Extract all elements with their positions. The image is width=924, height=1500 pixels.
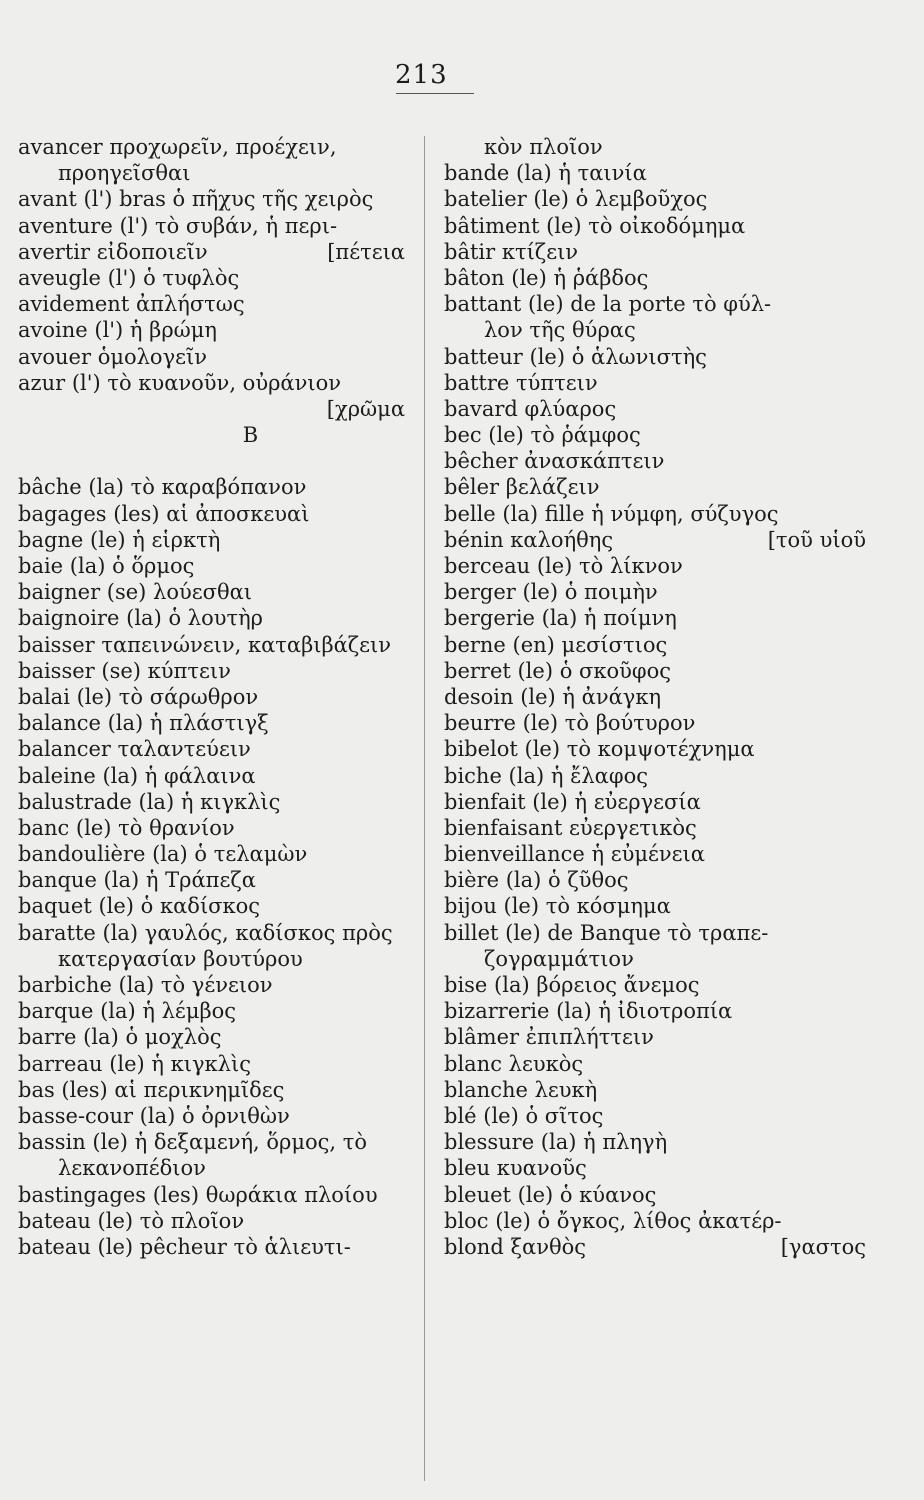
dictionary-entry <box>444 448 884 474</box>
entry-text: [χρῶμα <box>326 396 405 421</box>
dictionary-entry <box>18 1103 423 1129</box>
dictionary-entry <box>444 684 884 710</box>
entry-text: biche (la) ἡ ἔλαφος <box>444 763 648 788</box>
entry-text: balai (le) τὸ σάρωθρον <box>18 684 259 709</box>
entry-text: λεκανοπέδιον <box>58 1156 206 1181</box>
entry-text: bassin (le) ἡ δεξαμενή, ὅρμος, τὸ <box>18 1130 368 1155</box>
entry-text: blanche λευκὴ <box>444 1077 598 1102</box>
entry-text: bâton (le) ἡ ῥάβδος <box>444 265 649 290</box>
dictionary-entry <box>18 1051 423 1077</box>
dictionary-entry <box>444 422 884 448</box>
entry-text: balancer ταλαντεύειν <box>18 737 251 762</box>
entry-text: ζογραμμάτιον <box>484 946 634 971</box>
dictionary-entry <box>18 1234 423 1260</box>
page-number-rule <box>396 93 474 94</box>
entry-text: κατεργασίαν βουτύρου <box>58 946 303 971</box>
dictionary-entry <box>18 632 423 658</box>
dictionary-entry <box>444 1103 884 1129</box>
entry-continuation <box>444 946 884 972</box>
dictionary-entry <box>444 1182 884 1208</box>
entry-text: battant (le) de la porte τὸ φύλ- <box>444 292 772 317</box>
entry-text: baigner (se) λούεσθαι <box>18 580 253 605</box>
column-divider <box>424 136 425 1481</box>
dictionary-entry <box>18 134 423 160</box>
entry-text: bande (la) ἡ ταινία <box>444 161 647 186</box>
entry-text: bas (les) αἱ περικνημῖδες <box>18 1077 285 1102</box>
entry-text: bavard φλύαρος <box>444 396 617 421</box>
dictionary-entry <box>444 1208 884 1234</box>
dictionary-entry <box>444 213 884 239</box>
entry-text: baquet (le) ὁ καδίσκος <box>18 894 261 919</box>
entry-continuation <box>444 317 884 343</box>
entry-text: belle (la) fille ἡ νύμφη, σύζυγος <box>444 501 779 526</box>
entry-text: baie (la) ὁ ὅρμος <box>18 554 195 578</box>
entry-text: baleine (la) ἡ φάλαινα <box>18 763 256 788</box>
dictionary-entry <box>444 553 884 579</box>
entry-text: baisser ταπεινώνειν, καταβιβάζειν <box>18 632 392 657</box>
entry-text: bâche (la) τὸ καραβόπανον <box>18 475 307 500</box>
dictionary-entry <box>444 370 884 396</box>
entry-text: blessure (la) ἡ πληγὴ <box>444 1130 668 1155</box>
dictionary-entry <box>18 763 423 789</box>
entry-text: bienfait (le) ἡ εὐεργεσία <box>444 789 701 814</box>
dictionary-entry <box>444 1024 884 1050</box>
dictionary-entry <box>444 632 884 658</box>
dictionary-entry <box>444 605 884 631</box>
entry-text: berne (en) μεσίστιος <box>444 632 668 657</box>
entry-text: aventure (l') τὸ συβάν, ἡ περι- <box>18 213 338 238</box>
entry-text: barque (la) ἡ λέμβος <box>18 999 237 1024</box>
entry-continuation <box>18 160 423 186</box>
entry-continuation <box>444 134 884 160</box>
left-column <box>18 134 423 1260</box>
dictionary-entry <box>18 1077 423 1103</box>
dictionary-entry <box>444 867 884 893</box>
dictionary-entry <box>444 1051 884 1077</box>
entry-text: berceau (le) τὸ λίκνον <box>444 554 683 578</box>
dictionary-entry <box>444 763 884 789</box>
entry-text: berger (le) ὁ ποιμὴν <box>444 580 658 605</box>
dictionary-entry <box>444 291 884 317</box>
dictionary-entry <box>18 815 423 841</box>
entry-text: bibelot (le) τὸ κομψοτέχνημα <box>444 737 755 762</box>
entry-text: bagages (les) αἱ ἀποσκευαὶ <box>18 501 310 526</box>
entry-text: avant (l') bras ὁ πῆχυς τῆς χειρὸς <box>18 187 374 212</box>
dictionary-entry <box>444 998 884 1024</box>
entry-text: B <box>242 423 259 448</box>
entry-text: basse-cour (la) ὁ ὀρνιθὼν <box>18 1103 290 1128</box>
entry-text: bijou (le) τὸ κόσμημα <box>444 894 671 919</box>
entry-tail: [γαστος <box>780 1234 866 1259</box>
entry-text: baignoire (la) ὁ λουτὴρ <box>18 606 264 631</box>
entry-text: avancer προχωρεῖν, προέχειν, <box>18 135 337 159</box>
dictionary-entry <box>18 736 423 762</box>
entry-text: bizarrerie (la) ἡ ἰδιοτροπία <box>444 999 733 1024</box>
entry-text: barre (la) ὁ μοχλὸς <box>18 1025 222 1050</box>
entry-text: bleu κυανοῦς <box>444 1156 587 1181</box>
entry-text: avoine (l') ἡ βρώμη <box>18 318 218 343</box>
entry-text: bâtir κτίζειν <box>444 239 579 264</box>
dictionary-entry <box>18 265 423 291</box>
dictionary-entry <box>444 736 884 762</box>
entry-text: billet (le) de Banque τὸ τραπε- <box>444 920 769 945</box>
dictionary-entry <box>18 658 423 684</box>
dictionary-entry <box>18 370 423 396</box>
dictionary-entry <box>444 501 884 527</box>
entry-text: bêler βελάζειν <box>444 475 600 500</box>
entry-text: bâtiment (le) τὸ οἰκοδόμημα <box>444 213 746 238</box>
entry-text: bise (la) βόρειος ἄνεμος <box>444 973 700 997</box>
dictionary-entry <box>18 213 423 239</box>
dictionary-entry <box>444 527 884 553</box>
entry-text: desoin (le) ἡ ἀνάγκη <box>444 684 662 709</box>
entry-text: aveugle (l') ὁ τυφλὸς <box>18 265 240 290</box>
entry-text: baisser (se) κύπτειν <box>18 658 231 683</box>
entry-text: bateau (le) τὸ πλοῖον <box>18 1208 245 1233</box>
dictionary-entry <box>444 186 884 212</box>
entry-text: κὸν πλοῖον <box>484 135 603 159</box>
right-column <box>444 134 884 1260</box>
blank-line <box>18 448 423 474</box>
dictionary-entry <box>444 789 884 815</box>
entry-text: bec (le) τὸ ῥάμφος <box>444 423 641 448</box>
dictionary-entry <box>444 1077 884 1103</box>
dictionary-entry <box>444 815 884 841</box>
entry-text: azur (l') τὸ κυανοῦν, οὐράνιον <box>18 370 342 395</box>
dictionary-entry <box>444 1234 884 1260</box>
entry-text: bateau (le) pêcheur τὸ ἁλιευτι- <box>18 1234 351 1259</box>
entry-text: beurre (le) τὸ βούτυρον <box>444 711 696 736</box>
dictionary-entry <box>18 789 423 815</box>
entry-continuation <box>18 946 423 972</box>
section-letter <box>18 422 423 448</box>
dictionary-entry <box>18 553 423 579</box>
entry-text: banque (la) ἡ Τράπεζα <box>18 868 256 893</box>
dictionary-entry <box>444 474 884 500</box>
entry-text: bénin καλοήθης <box>444 527 614 552</box>
entry-text: balustrade (la) ἡ κιγκλὶς <box>18 789 281 814</box>
entry-text: blond ξανθὸς <box>444 1234 587 1259</box>
dictionary-entry <box>18 605 423 631</box>
dictionary-entry <box>444 344 884 370</box>
dictionary-entry <box>18 1024 423 1050</box>
entry-text: bienveillance ἡ εὐμένεια <box>444 842 705 867</box>
entry-text: προηγεῖσθαι <box>58 161 191 186</box>
dictionary-entry <box>18 317 423 343</box>
entry-text: bienfaisant εὐεργετικὸς <box>444 815 697 840</box>
dictionary-entry <box>444 658 884 684</box>
dictionary-entry <box>18 239 423 265</box>
dictionary-entry <box>18 1129 423 1155</box>
entry-text: λον τῆς θύρας <box>484 318 636 343</box>
dictionary-entry <box>444 1129 884 1155</box>
dictionary-entry <box>18 1208 423 1234</box>
entry-text: batelier (le) ὁ λεμβοῦχος <box>444 187 708 212</box>
entry-text: avertir εἰδοποιεῖν <box>18 239 208 264</box>
entry-text: blé (le) ὁ σῖτος <box>444 1103 604 1128</box>
entry-text: balance (la) ἡ πλάστιγξ <box>18 711 269 736</box>
dictionary-entry <box>18 501 423 527</box>
entry-text: avouer ὁμολογεῖν <box>18 344 208 369</box>
entry-text: barreau (le) ἡ κιγκλὶς <box>18 1051 251 1076</box>
entry-continuation <box>18 396 423 422</box>
entry-text: bandoulière (la) ὁ τελαμὼν <box>18 842 308 867</box>
dictionary-entry <box>18 291 423 317</box>
dictionary-entry <box>18 527 423 553</box>
dictionary-entry <box>18 998 423 1024</box>
dictionary-entry <box>444 893 884 919</box>
dictionary-entry <box>18 920 423 946</box>
dictionary-entry <box>18 710 423 736</box>
entry-text: baratte (la) γαυλός, καδίσκος πρὸς <box>18 920 393 945</box>
dictionary-entry <box>444 710 884 736</box>
entry-text: battre τύπτειν <box>444 370 598 395</box>
entry-text: avidement ἀπλήστως <box>18 292 245 317</box>
dictionary-entry <box>18 344 423 370</box>
entry-text: bloc (le) ὁ ὄγκος, λίθος ἀκατέρ- <box>444 1208 782 1233</box>
dictionary-entry <box>444 265 884 291</box>
entry-continuation <box>18 1155 423 1181</box>
dictionary-entry <box>444 239 884 265</box>
dictionary-entry <box>444 920 884 946</box>
dictionary-entry <box>18 579 423 605</box>
entry-text: barbiche (la) τὸ γένειον <box>18 973 273 997</box>
entry-text: bière (la) ὁ ζῦθος <box>444 868 629 893</box>
entry-text: batteur (le) ὁ ἁλωνιστὴς <box>444 344 707 369</box>
entry-text: blâmer ἐπιπλήττειν <box>444 1025 654 1050</box>
entry-text: bleuet (le) ὁ κύανος <box>444 1182 657 1207</box>
dictionary-entry <box>18 972 423 998</box>
dictionary-entry <box>444 1155 884 1181</box>
entry-text: berret (le) ὁ σκοῦφος <box>444 658 671 683</box>
dictionary-entry <box>18 841 423 867</box>
dictionary-entry <box>444 579 884 605</box>
dictionary-entry <box>18 474 423 500</box>
entry-tail: [πέτεια <box>327 239 405 264</box>
dictionary-entry <box>444 841 884 867</box>
dictionary-entry <box>18 684 423 710</box>
dictionary-entry <box>18 1182 423 1208</box>
dictionary-entry <box>18 186 423 212</box>
page-number: 213 <box>395 60 448 90</box>
entry-text: bagne (le) ἡ εἱρκτὴ <box>18 527 221 552</box>
dictionary-entry <box>444 160 884 186</box>
entry-text: blanc λευκὸς <box>444 1051 584 1076</box>
dictionary-entry <box>444 396 884 422</box>
entry-text: bergerie (la) ἡ ποίμνη <box>444 606 677 631</box>
entry-text: banc (le) τὸ θρανίον <box>18 815 235 840</box>
entry-text: bêcher ἀνασκάπτειν <box>444 449 665 474</box>
dictionary-entry <box>18 867 423 893</box>
entry-text: bastingages (les) θωράκια πλοίου <box>18 1182 378 1207</box>
dictionary-entry <box>444 972 884 998</box>
dictionary-entry <box>18 893 423 919</box>
entry-tail: [τοῦ υἱοῦ <box>767 527 866 552</box>
